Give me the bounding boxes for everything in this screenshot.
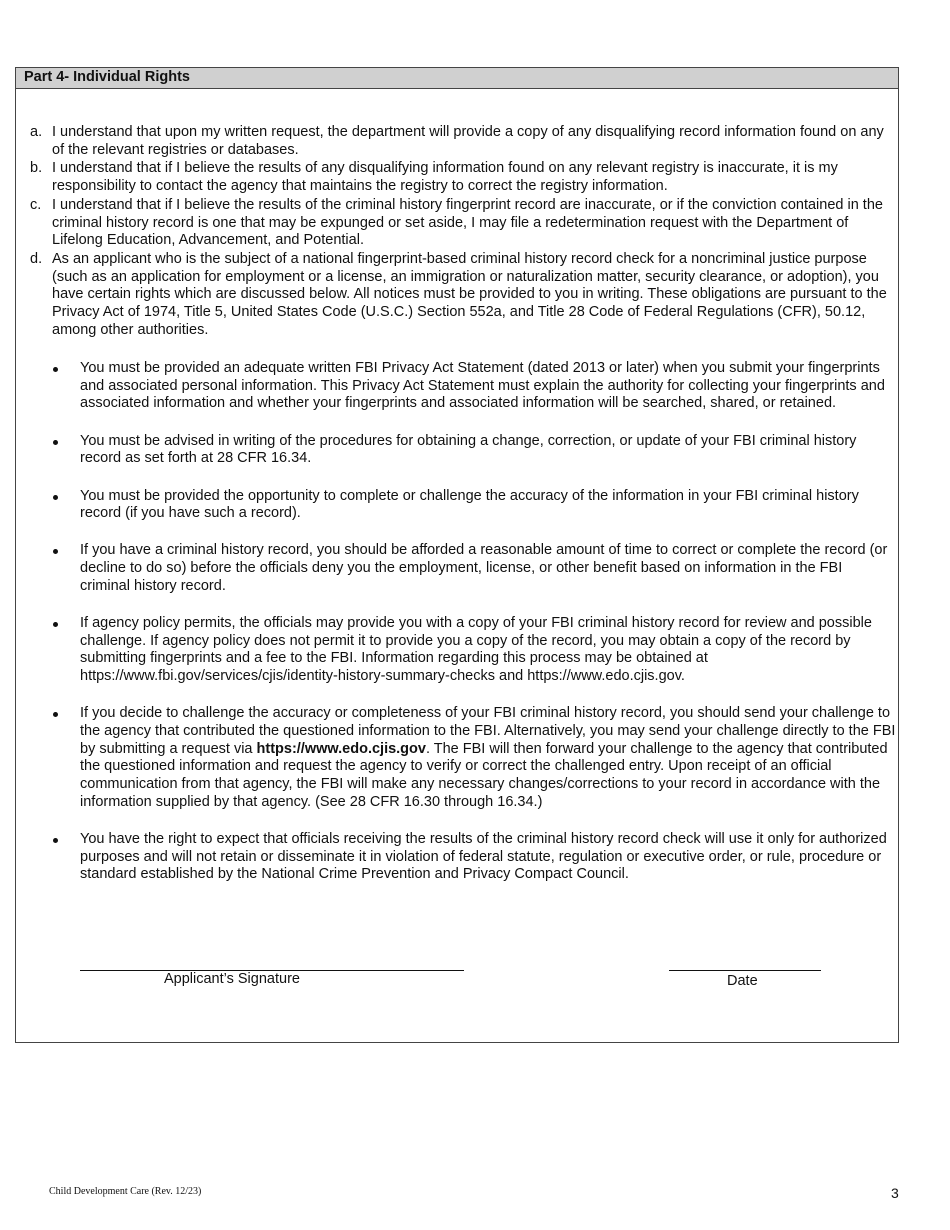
- bullet-icon: [53, 440, 58, 445]
- bullet-text-after: . The FBI will then forward your challenge to the agency that contributed the questioned information and request the agency to verify or correct the challenged entry. Upon receipt of an official communication from that agency, the FBI will make any necessary changes/corrections to your record in accordance with the information supplied by that agency. (See 28 CFR 16.30 through 16.34.): [80, 740, 888, 810]
- page-number: 3: [891, 1185, 899, 1201]
- bullet-icon: [53, 549, 58, 554]
- rights-list: [28, 124, 896, 340]
- bullet-item: [51, 488, 896, 523]
- applicant-rights-bullets: [51, 360, 896, 904]
- footer-form-name: Child Development Care (Rev. 12/23): [49, 1186, 202, 1197]
- bullet-text: You must be provided the opportunity to complete or challenge the accuracy of the information in your FBI criminal history record (if you have such a record).: [80, 487, 859, 522]
- item-text: I understand that if I believe the results of the criminal history fingerprint record are inaccurate, or if the conviction contained in the criminal history record is one that may be expunged or set aside, I may file a redetermination request with the Department of Lifelong Education, Advancement, and Potential.: [52, 196, 883, 249]
- bullet-icon: [53, 712, 58, 717]
- bullet-item: [51, 831, 896, 884]
- bullet-text: If you have a criminal history record, you should be afforded a reasonable amount of time to correct or complete the record (or decline to do so) before the officials deny you the employment, license, or other benefit based on information in the FBI criminal history record.: [80, 542, 888, 594]
- item-letter: a.: [30, 124, 43, 140]
- bullet-text: You must be provided an adequate written FBI Privacy Act Statement (dated 2013 or later) when you submit your fingerprints and associated personal information. This Privacy Act Statement must explain the authority for collecting your fingerprints and associated information and whether your fingerprints and associated information will be searched, shared, or retained.: [80, 360, 885, 412]
- item-letter: d.: [30, 250, 43, 267]
- bullet-icon: [53, 838, 58, 843]
- item-letter: c.: [30, 196, 42, 213]
- edo-cjis-link[interactable]: https://www.edo.cjis.gov: [256, 740, 426, 757]
- bullet-item: [51, 705, 896, 811]
- bullet-text-before: If you decide to challenge the accuracy or completeness of your FBI criminal history record, you should send your challenge to the agency that contributed the questioned information to the FBI. Alternatively, you may send your challenge directly to the FBI by submitting a request via: [80, 705, 896, 757]
- list-item: [28, 251, 896, 340]
- bullet-icon: [53, 622, 58, 627]
- section-title: Part 4- Individual Rights: [16, 68, 898, 89]
- bullet-item: [51, 542, 896, 595]
- individual-rights-section: [15, 67, 899, 1043]
- list-item: [28, 197, 896, 250]
- bullet-item: [51, 433, 896, 468]
- bullet-icon: [53, 495, 58, 500]
- bullet-text: If agency policy permits, the officials may provide you with a copy of your FBI criminal history record for review and possible challenge. If agency policy does not permit it to provide you a copy of the record, you may obtain a copy of the record by submitting fingerprints and a fee to the FBI. Information regarding this process may be obtained at https://www.fbi.gov/services/cjis/identity-history-summary-checks and https://www.edo.cjis.gov.: [80, 615, 872, 685]
- date-line[interactable]: [669, 970, 821, 971]
- bullet-text: You must be advised in writing of the procedures for obtaining a change, correction, or update of your FBI criminal history record as set forth at 28 CFR 16.34.: [80, 432, 857, 467]
- bullet-item: [51, 360, 896, 413]
- list-item: [28, 124, 896, 159]
- list-item: [28, 160, 896, 195]
- bullet-icon: [53, 367, 58, 372]
- item-text: As an applicant who is the subject of a national fingerprint-based criminal history record check for a noncriminal justice purpose (such as an application for employment or a license, an immigration or naturalization matter, security clearance, or adoption), you have certain rights which are discussed below. All notices must be provided to you in writing. These obligations are pursuant to the Privacy Act of 1974, Title 5, United States Code (U.S.C.) Section 552a, and Title 28 Code of Federal Regulations (CFR), 50.12, among other authorities.: [52, 250, 887, 338]
- date-label: Date: [727, 973, 758, 989]
- item-text: I understand that if I believe the results of any disqualifying information found on any relevant registry is inaccurate, it is my responsibility to contact the agency that maintains the registry to correct the registry information.: [52, 160, 838, 195]
- bullet-item: [51, 615, 896, 686]
- item-letter: b.: [30, 160, 43, 177]
- applicant-signature-label: Applicant’s Signature: [164, 971, 300, 987]
- item-text: I understand that upon my written request, the department will provide a copy of any disqualifying record information found on any of the relevant registries or databases.: [52, 124, 884, 158]
- bullet-text: You have the right to expect that officials receiving the results of the criminal history record check will use it only for authorized purposes and will not retain or disseminate it in violation of federal statute, regulation or executive order, or rule, procedure or standard established by the National Crime Prevention and Privacy Compact Council.: [80, 831, 887, 883]
